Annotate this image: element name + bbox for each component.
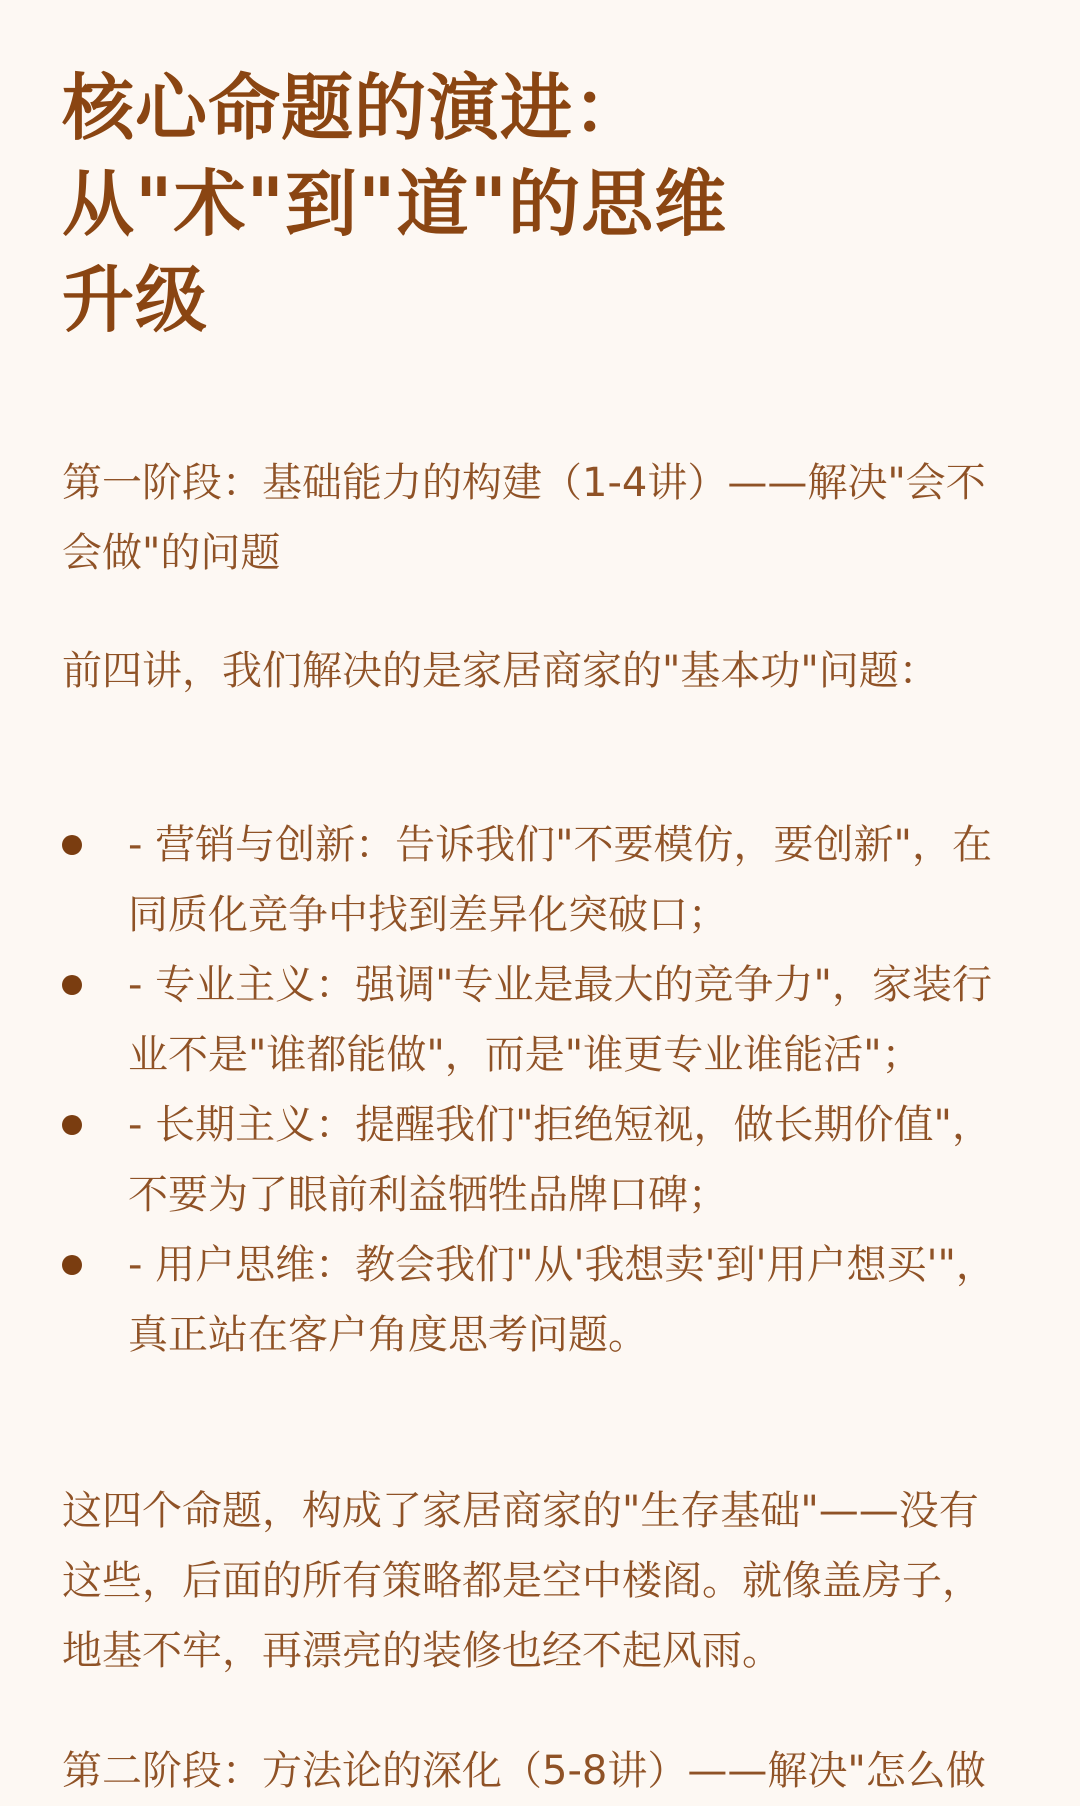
bullet-dot-icon [62, 1115, 82, 1135]
stage-one-heading: 第一阶段：基础能力的构建（1-4讲）——解决"会不会做"的问题 [62, 460, 986, 576]
bullet-dot-icon [62, 1255, 82, 1275]
intro-paragraph: 前四讲，我们解决的是家居商家的"基本功"问题： [62, 648, 939, 694]
list-item [62, 1230, 1018, 1370]
list-item [62, 810, 1018, 950]
proposition-list [62, 810, 1018, 1370]
bullet-dot-icon [62, 975, 82, 995]
article-title: 核心命题的演进：从"术"到"道"的思维升级 [62, 66, 728, 342]
bullet-dot-icon [62, 835, 82, 855]
list-item-text: - 长期主义：提醒我们"拒绝短视，做长期价值"，不要为了眼前利益牺牲品牌口碑； [128, 1102, 992, 1218]
stage-two-heading: 第二阶段：方法论的深化（5-8讲）——解决"怎么做 [62, 1748, 986, 1794]
summary-paragraph: 这四个命题，构成了家居商家的"生存基础"——没有这些，后面的所有策略都是空中楼阁。就像盖房子，地基不牢，再漂亮的装修也经不起风雨。 [62, 1488, 982, 1674]
list-item-text: - 营销与创新：告诉我们"不要模仿，要创新"，在同质化竞争中找到差异化突破口； [128, 822, 992, 938]
list-item-text: - 专业主义：强调"专业是最大的竞争力"，家装行业不是"谁都能做"，而是"谁更专业谁能活"； [128, 962, 992, 1078]
list-item [62, 1090, 1018, 1230]
list-item [62, 950, 1018, 1090]
list-item-text: - 用户思维：教会我们"从'我想卖'到'用户想买'"，真正站在客户角度思考问题。 [128, 1242, 996, 1358]
